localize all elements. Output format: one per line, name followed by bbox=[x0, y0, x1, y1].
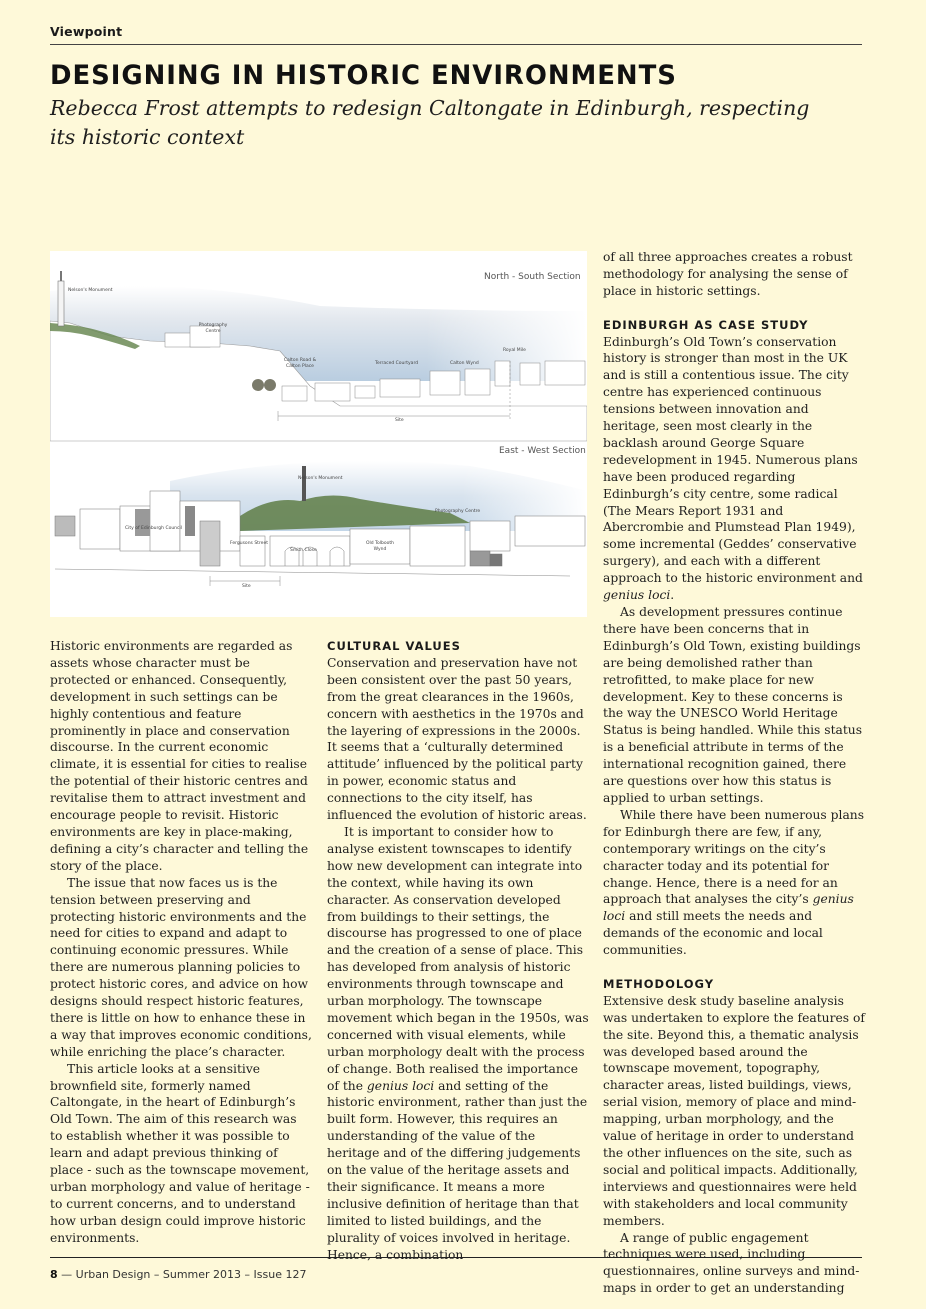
ns-section-title: North - South Section bbox=[484, 272, 581, 282]
paragraph: A range of public engagement techniques were used, including questionnaires, online surveys and mind-maps in order to get an understanding bbox=[603, 1230, 860, 1296]
ew-label-city-council: City of Edinburgh Council bbox=[125, 526, 183, 531]
paragraph bbox=[603, 334, 865, 605]
east-west-section bbox=[55, 451, 587, 586]
north-south-section bbox=[50, 271, 587, 441]
paragraph: Extensive desk study baseline analysis was undertaken to explore the features of the site. Beyond this, a thematic analysis was developed based around the townscape movement, topography, character areas, listed buildings, views, serial vision, memory of place and mind-mapping, urban morphology, and the value of heritage in order to understand the other influences on the site, such as social and political impacts. Additionally, interviews and questionnaires were held with stakeholders and local community members. bbox=[603, 993, 865, 1228]
page-number: 8 bbox=[50, 1268, 58, 1281]
article-column-1 bbox=[50, 638, 312, 1247]
heading-edinburgh-case-study: EDINBURGH AS CASE STUDY bbox=[603, 317, 809, 332]
ew-label-site: Site bbox=[242, 584, 251, 589]
ns-label-site: Site bbox=[395, 418, 404, 423]
text-run: . bbox=[670, 588, 675, 603]
ns-label-calton-wynd: Calton Wynd bbox=[450, 361, 479, 366]
paragraph bbox=[603, 807, 865, 959]
ns-label-photography-centre: Photography Centre bbox=[198, 323, 228, 334]
ew-label-old-tolbooth-wynd: Old Tolbooth Wynd bbox=[365, 541, 395, 552]
text-run: It is important to consider how to analyse existent townscapes to identify how new development can integrate into the context, while having its own character. As conservation developed from buildings to their settings, the discourse has progressed to one of place and the creation of a sense of place. This has developed from analysis of historic environments through townscape and urban morphology. The townscape movement which began in the 1950s, was concerned with visual elements, while urban morphology dealt with the process of change. Both realised the importance of the bbox=[327, 824, 589, 1093]
page-footer bbox=[50, 1268, 306, 1281]
heading-cultural-values: CULTURAL VALUES bbox=[327, 639, 461, 653]
ns-label-calton-road: Calton Road & Calton Place bbox=[283, 358, 317, 369]
text-run: While there have been numerous plans for Edinburgh there are few, if any, contemporary writings on the city’s character today and its potential for change. Hence, there is a need for an approach that analyses the city’s bbox=[603, 807, 865, 907]
paragraph: As development pressures continue there have been concerns that in Edinburgh’s Old Town, existing buildings are being demolished rather than retrofitted, to make place for new development. Key to these concerns is the way the UNESCO World Heritage Status is being handled. While this status is a beneficial attribute in terms of the international recognition gained, there are questions over how this status is applied to urban settings. bbox=[603, 605, 863, 805]
emphasis-genius-loci: genius loci bbox=[366, 1078, 435, 1093]
ew-label-fergusons-street: Fergusons Street bbox=[230, 541, 268, 546]
text-run: and still meets the needs and demands of the economic and local communities. bbox=[603, 909, 823, 958]
paragraph: Historic environments are regarded as assets whose character must be protected or enhanced. Consequently, development in such settings can be highly contentious and feature prominently in place and conservation discourse. In the current economic climate, it is essential for cities to realise the potential of their historic centres and revitalise them to attract investment and encourage people to revisit. Historic environments are key in place-making, defining a city’s character and telling the story of the place. bbox=[50, 639, 309, 873]
heading-methodology: METHODOLOGY bbox=[603, 976, 715, 991]
section-drawings-figure bbox=[50, 251, 587, 617]
ns-label-royal-mile: Royal Mile bbox=[503, 348, 526, 353]
ew-nelsons-monument bbox=[302, 466, 306, 501]
ew-section-title: East - West Section bbox=[499, 446, 586, 456]
article-column-3 bbox=[603, 249, 865, 1297]
ns-label-nelsons-monument: Nelson's Monument bbox=[68, 288, 113, 293]
text-run: Edinburgh’s Old Town’s conservation history is stronger than most in the UK and is still a contentious issue. The city centre has experienced continuous tensions between innovation and heritage, seen most clearly in the backlash around George Square redevelopment in 1945. Numerous plans have been produced regarding Edinburgh’s city centre, some radical (The Mears Report 1931 and Abercrombie and Plumstead Plan 1949), some incremental (Geddes’ conservative surgery), and each with a different approach to the historic environment and bbox=[603, 334, 863, 586]
paragraph bbox=[327, 824, 589, 1264]
ew-label-smith-close: Smith Close bbox=[290, 548, 317, 553]
ew-label-photography-centre: Photography Centre bbox=[435, 509, 481, 514]
paragraph: The issue that now faces us is the tension between preserving and protecting historic environments and the need for cities to expand and adapt to continuing economic pressures. While there are numerous planning policies to protect historic cores, and advice on how designs should respect historic features, there is little on how to enhance these in a way that improves economic conditions, while enriching the place’s character. bbox=[50, 875, 312, 1059]
ns-nelsons-monument bbox=[58, 281, 64, 326]
bottom-divider bbox=[50, 1257, 862, 1258]
section-drawings bbox=[50, 251, 587, 617]
emphasis-genius-loci: genius loci bbox=[603, 588, 671, 603]
article-subtitle: Rebecca Frost attempts to redesign Caltongate in Edinburgh, respecting its historic context bbox=[50, 96, 810, 149]
text-run: and setting of the historic environment, rather than just the built form. However, this requires an understanding of the value of the heritage and of the differing judgements on the value of the heritage assets and their significance. It means a more inclusive definition of heritage than that limited to listed buildings, and the plurality of voices involved in heritage. Hence, a combination bbox=[327, 1078, 588, 1262]
top-divider bbox=[50, 44, 862, 45]
paragraph: of all three approaches creates a robust methodology for analysing the sense of place in historic settings. bbox=[603, 250, 853, 298]
article-title: DESIGNING IN HISTORIC ENVIRONMENTS bbox=[50, 60, 677, 91]
ew-label-nelsons-monument: Nelson's Monument bbox=[298, 476, 343, 481]
article-column-2 bbox=[327, 638, 589, 1264]
paragraph: Conservation and preservation have not been consistent over the past 50 years, from the great clearances in the 1960s, concern with aesthetics in the 1970s and the layering of expressions in the 2000s. It seems that a ‘culturally determined attitude’ influenced by the political party in power, economic status and connections to the city itself, has influenced the evolution of historic areas. bbox=[327, 655, 587, 823]
publication-info: — Urban Design – Summer 2013 – Issue 127 bbox=[57, 1268, 307, 1281]
emphasis-genius-loci: genius loci bbox=[603, 892, 854, 924]
ns-label-terraced-courtyard: Terraced Courtyard bbox=[375, 361, 419, 366]
paragraph: This article looks at a sensitive brownfield site, formerly named Caltongate, in the heart of Edinburgh’s Old Town. The aim of this research was to establish whether it was possible to learn and adapt previous thinking of place - such as the townscape movement, urban morphology and value of heritage - to current concerns, and to understand how urban design could improve historic environments. bbox=[50, 1061, 310, 1245]
section-label: Viewpoint bbox=[50, 24, 123, 39]
